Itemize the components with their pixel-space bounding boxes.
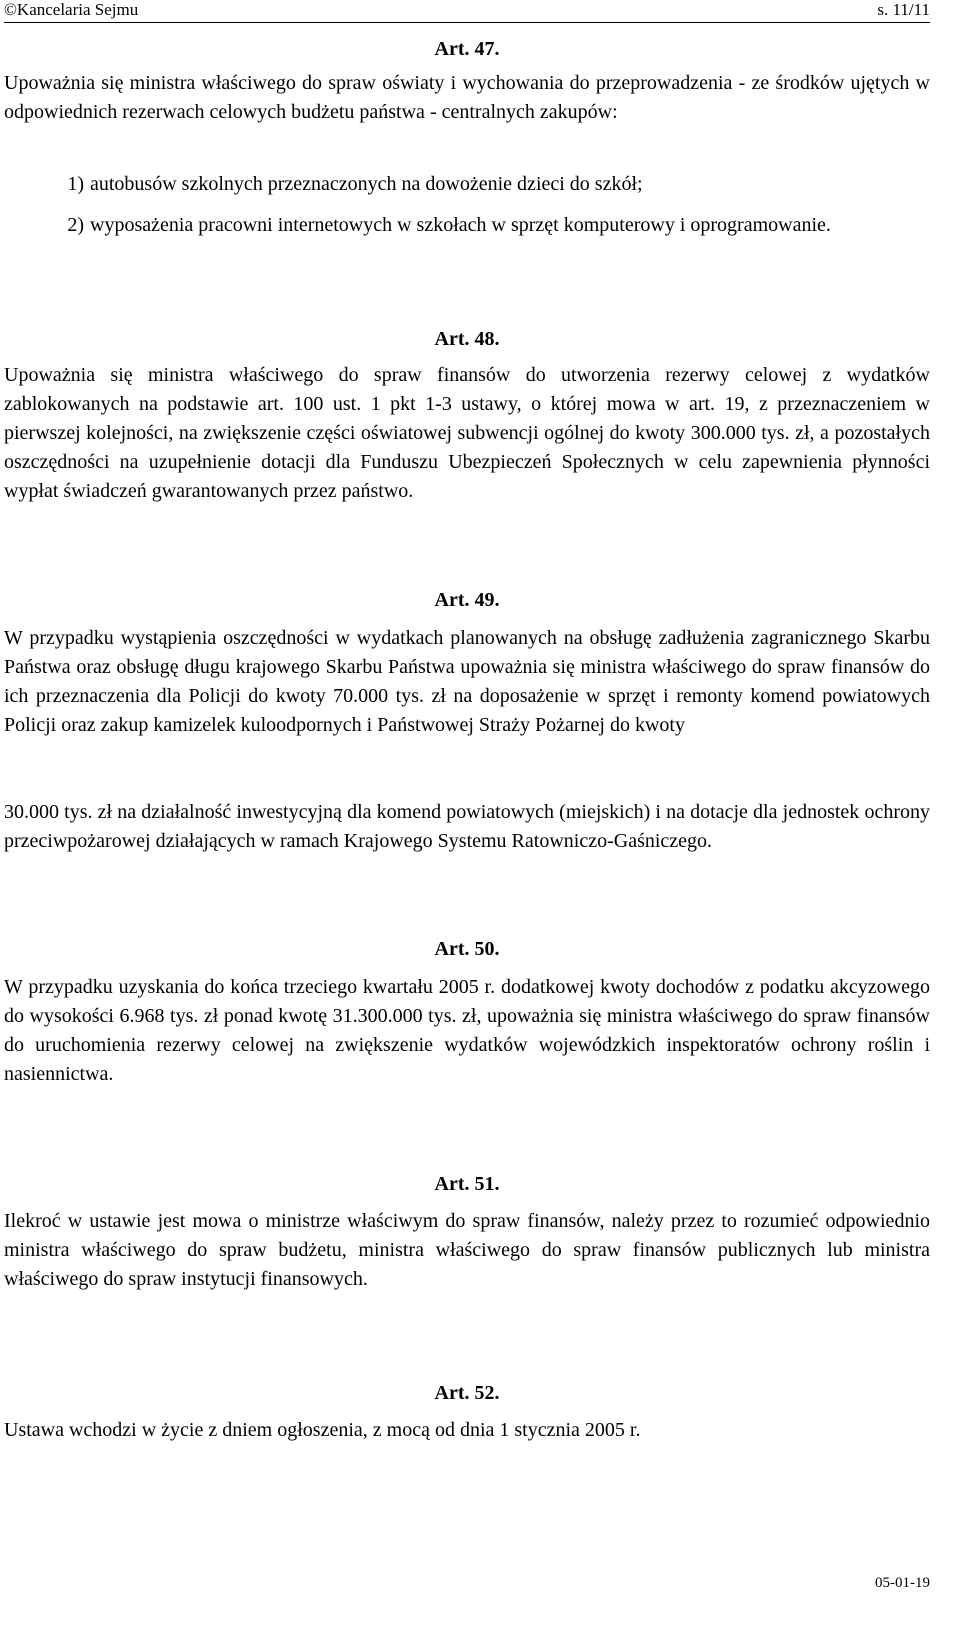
article-48-text: Upoważnia się ministra właściwego do spraw finansów do utworzenia rezerwy celowej z wydatków zablokowanych na podstawie art. 100 ust. 1 pkt 1-3 ustawy, o której mowa w art. 19, z przeznaczeniem w pierwszej kolejności, na zwiększenie części oświatowej subwencji ogólnej do kwoty 300.000 tys. zł, a pozostałych oszczędności na uzupełnienie dotacji dla Funduszu Ubezpieczeń Społecznych w celu zapewnienia płynności wypłat świadczeń gwarantowanych przez państwo.: [4, 364, 930, 502]
article-47-title: Art. 47.: [434, 38, 500, 60]
article-49-text: W przypadku wystąpienia oszczędności w wydatkach planowanych na obsługę zadłużenia zagranicznego Skarbu Państwa oraz obsługę długu krajowego Skarbu Państwa upoważnia się ministra właściwego do spraw finansów do ich przeznaczenia dla Policji do kwoty 70.000 tys. zł na doposażenie w sprzęt i remonty komend powiatowych Policji oraz zakup kamizelek kuloodpornych i Państwowej Straży Pożarnej do kwoty: [4, 627, 930, 736]
article-47-list: [4, 170, 930, 252]
article-51-title: Art. 51.: [434, 1173, 500, 1195]
article-48-title: Art. 48.: [434, 328, 500, 350]
list-item-text: autobusów szkolnych przeznaczonych na dowożenie dzieci do szkół;: [90, 173, 643, 195]
header-copyright: ©Kancelaria Sejmu: [4, 0, 139, 19]
list-item: [4, 170, 930, 199]
article-49-text-continued: 30.000 tys. zł na działalność inwestycyjną dla komend powiatowych (miejskich) i na dotacje dla jednostek ochrony przeciwpożarowej działających w ramach Krajowego Systemu Ratowniczo-Gaśniczego.: [4, 801, 930, 852]
list-item: [4, 211, 930, 240]
article-47-intro: Upoważnia się ministra właściwego do spraw oświaty i wychowania do przeprowadzenia - ze środków ujętych w odpowiednich rezerwach celowych budżetu państwa - centralnych zakupów:: [4, 72, 930, 123]
article-49-title: Art. 49.: [434, 589, 500, 611]
article-52-title: Art. 52.: [434, 1382, 500, 1404]
document-page: [4, 0, 930, 1628]
article-51-text: Ilekroć w ustawie jest mowa o ministrze właściwym do spraw finansów, należy przez to rozumieć odpowiednio ministra właściwego do spraw budżetu, ministra właściwego do spraw finansów publicznych lub ministra właściwego do spraw instytucji finansowych.: [4, 1210, 930, 1290]
footer-date: 05-01-19: [875, 1575, 930, 1591]
list-item-text: wyposażenia pracowni internetowych w szkołach w sprzęt komputerowy i oprogramowanie.: [90, 214, 831, 236]
article-52-text: Ustawa wchodzi w życie z dniem ogłoszenia, z mocą od dnia 1 stycznia 2005 r.: [4, 1419, 641, 1441]
list-item-number: 2): [67, 214, 84, 236]
page-header: [4, 0, 930, 23]
article-50-text: W przypadku uzyskania do końca trzeciego kwartału 2005 r. dodatkowej kwoty dochodów z podatku akcyzowego do wysokości 6.968 tys. zł ponad kwotę 31.300.000 tys. zł, upoważnia się ministra właściwego do spraw finansów do uruchomienia rezerwy celowej na zwiększenie wydatków wojewódzkich inspektoratów ochrony roślin i nasiennictwa.: [4, 976, 930, 1085]
list-item-number: 1): [67, 173, 84, 195]
header-page-number: s. 11/11: [877, 0, 930, 19]
article-50-title: Art. 50.: [434, 938, 500, 960]
